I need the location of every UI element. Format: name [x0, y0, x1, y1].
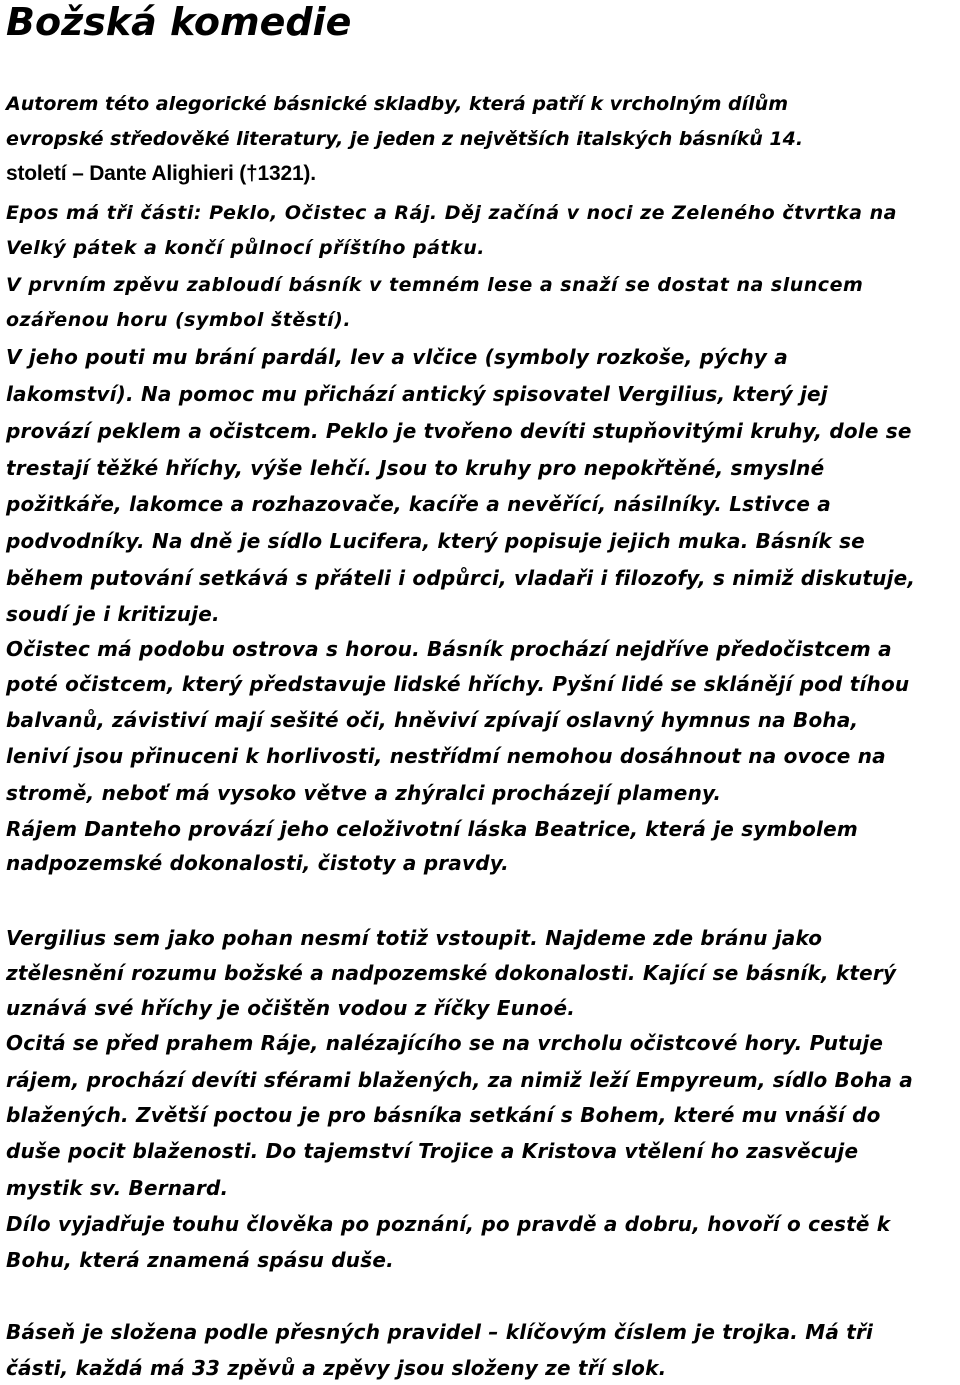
text-line: požitkáře, lakomce a rozhazovače, kacíře a nevěřící, násilníky. Lstivce a	[6, 492, 831, 516]
text-line: Velký pátek a končí půlnocí příštího pátku.	[6, 237, 485, 259]
text-line: části, každá má 33 zpěvů a zpěvy jsou složeny ze tří slok.	[6, 1356, 667, 1380]
text-line: Báseň je složena podle přesných pravidel – klíčovým číslem je trojka. Má tři	[6, 1320, 874, 1344]
text-line: leniví jsou přinuceni k horlivosti, nestřídmí nemohou dosáhnout na ovoce na	[6, 744, 886, 768]
text-line: rájem, prochází devíti sférami blažených, za nimiž leží Empyreum, sídlo Boha a	[6, 1068, 913, 1092]
text-line: Dílo vyjadřuje touhu člověka po poznání, po pravdě a dobru, hovoří o cestě k	[6, 1212, 891, 1236]
document-title: Božská komedie	[6, 0, 352, 44]
text-line: Očistec má podobu ostrova s horou. Básník prochází nejdříve předočistcem a	[6, 637, 892, 661]
text-line: V jeho pouti mu brání pardál, lev a vlčice (symboly rozkoše, pýchy a	[6, 345, 788, 369]
text-line: Ocitá se před prahem Ráje, nalézajícího se na vrcholu očistcové hory. Putuje	[6, 1031, 884, 1055]
text-line: poté očistcem, který představuje lidské hříchy. Pyšní lidé se sklánějí pod tíhou	[6, 672, 910, 696]
text-line: soudí je i kritizuje.	[6, 602, 220, 626]
text-line: Rájem Danteho provází jeho celoživotní láska Beatrice, která je symbolem	[6, 817, 858, 841]
text-line: V prvním zpěvu zabloudí básník v temném lese a snaží se dostat na sluncem	[6, 274, 864, 296]
text-line: podvodníky. Na dně je sídlo Lucifera, který popisuje jejich muka. Básník se	[6, 529, 865, 553]
text-line: mystik sv. Bernard.	[6, 1176, 229, 1200]
text-line: století – Dante Alighieri (†1321).	[6, 162, 316, 185]
text-line: stromě, neboť má vysoko větve a zhýralci procházejí plameny.	[6, 781, 722, 805]
text-line: Bohu, která znamená spásu duše.	[6, 1248, 394, 1272]
text-line: Autorem této alegorické básnické skladby, která patří k vrcholným dílům	[6, 93, 788, 115]
text-line: lakomství). Na pomoc mu přichází antický spisovatel Vergilius, který jej	[6, 382, 828, 406]
text-line: blažených. Zvětší poctou je pro básníka setkání s Bohem, které mu vnáší do	[6, 1103, 881, 1127]
text-line: balvanů, závistiví mají sešité oči, hněviví zpívají oslavný hymnus na Boha,	[6, 708, 859, 732]
text-line: nadpozemské dokonalosti, čistoty a pravdy.	[6, 851, 509, 875]
text-line: uznává své hříchy je očištěn vodou z říčky Eunoé.	[6, 996, 576, 1020]
text-line: provází peklem a očistcem. Peklo je tvořeno devíti stupňovitými kruhy, dole se	[6, 419, 912, 443]
text-line: Vergilius sem jako pohan nesmí totiž vstoupit. Najdeme zde bránu jako	[6, 926, 823, 950]
text-line: ztělesnění rozumu božské a nadpozemské dokonalosti. Kající se básník, který	[6, 961, 897, 985]
text-line: během putování setkává s přáteli i odpůrci, vladaři i filozofy, s nimiž diskutuje,	[6, 566, 916, 590]
text-line: Epos má tři části: Peklo, Očistec a Ráj. Děj začíná v noci ze Zeleného čtvrtka na	[6, 202, 897, 224]
text-line: trestají těžké hříchy, výše lehčí. Jsou to kruhy pro nepokřtěné, smyslné	[6, 456, 825, 480]
text-line: evropské středověké literatury, je jeden z největších italských básníků 14.	[6, 128, 804, 150]
text-line: ozářenou horu (symbol štěstí).	[6, 309, 352, 331]
text-line: duše pocit blaženosti. Do tajemství Trojice a Kristova vtělení ho zasvěcuje	[6, 1139, 859, 1163]
